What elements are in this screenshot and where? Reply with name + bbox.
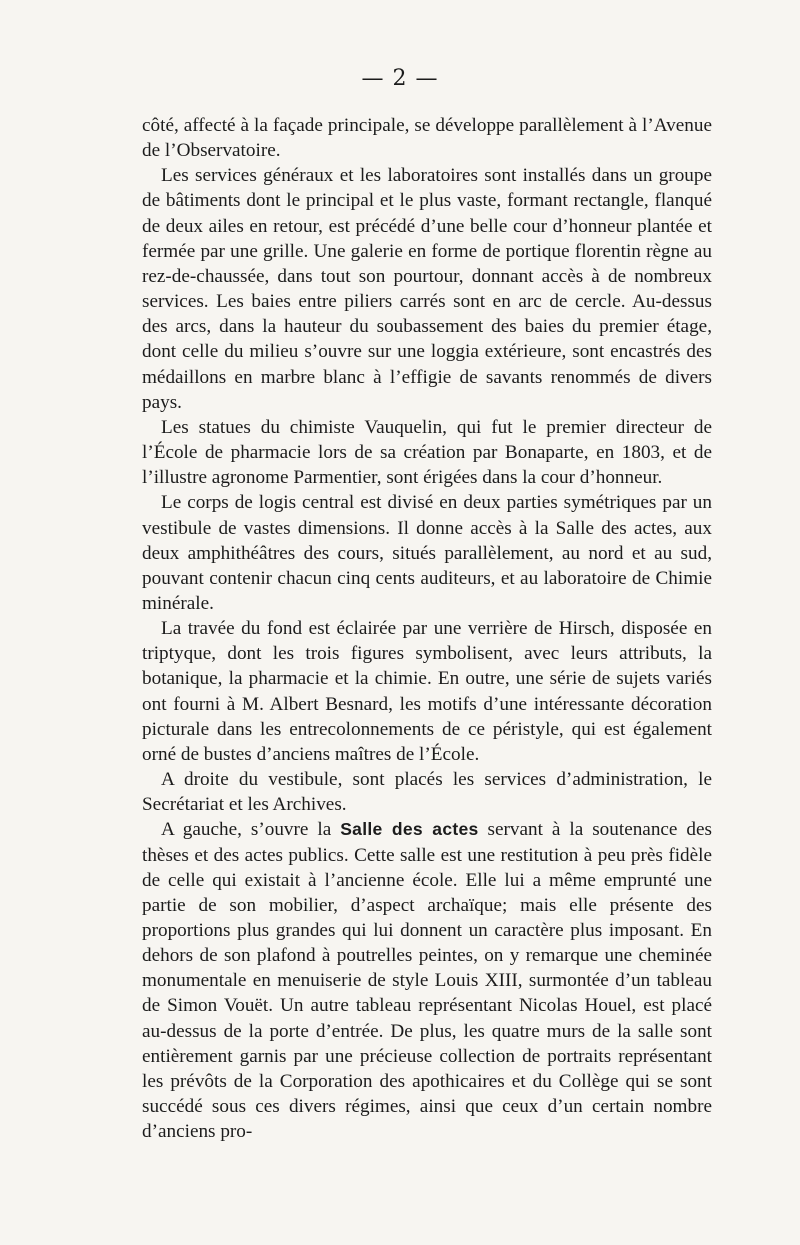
paragraph: La travée du fond est éclairée par une verrière de Hirsch, disposée en triptyque, dont les trois figures symbolisent, avec leurs attributs, la botanique, la pharmacie et la chimie. En outre, une série de sujets variés ont fourni à M. Albert Besnard, les motifs d’une intéressante décoration picturale dans les entrecolonnements de ce péristyle, qui est également orné de bustes d’anciens maîtres de l’École. — [142, 618, 712, 765]
section-name-salle-des-actes: Salle des actes — [340, 819, 479, 840]
paragraph: Les statues du chimiste Vauquelin, qui fut le premier directeur de l’École de pharmacie lors de sa création par Bonaparte, en 1803, et de l’illustre agronome Parmentier, sont érigées dans la cour d’honneur. — [142, 416, 712, 489]
body-text — [142, 113, 712, 1144]
paragraph: Les services généraux et les laboratoires sont installés dans un groupe de bâtiments dont le principal et le plus vaste, formant rectangle, flanqué de deux ailes en retour, est précédé d’une belle cour d’honneur plantée et fermée par une grille. Une galerie en forme de portique florentin règne au rez-de-chaussée, dans tout son pourtour, donnant accès à de nombreux services. Les baies entre piliers carrés sont en arc de cercle. Au-dessus des arcs, dans la hauteur du soubassement des baies du premier étage, dont celle du milieu s’ouvre sur une loggia extérieure, sont encastrés des médaillons en marbre blanc à l’effigie de savants renommés de divers pays. — [142, 165, 712, 413]
page-number: — 2 — — [361, 66, 439, 91]
paragraph: côté, affecté à la façade principale, se développe parallèlement à l’Avenue de l’Observatoire. — [142, 115, 712, 162]
paragraph-text-before: A gauche, s’ouvre la — [161, 819, 341, 841]
paragraph: Le corps de logis central est divisé en deux parties symétriques par un vestibule de vastes dimensions. Il donne accès à la Salle des actes, aux deux amphithéâtres des cours, situés parallèlement, au nord et au sud, pouvant contenir chacun cinq cents auditeurs, et au laboratoire de Chimie minérale. — [142, 492, 712, 614]
paragraph: A droite du vestibule, sont placés les services d’administration, le Secrétariat et les Archives. — [142, 769, 712, 816]
paragraph-salle-des-actes — [142, 817, 712, 1144]
paragraph-text-after: servant à la soutenance des thèses et des actes publics. Cette salle est une restitution à peu près fidèle de celle qui existait à l’ancienne école. Elle lui a même emprunté une partie de son mobilier, d’aspect archaïque; mais elle présente des proportions plus grandes qui lui donnent un caractère plus imposant. En dehors de son plafond à poutrelles peintes, on y remarque une cheminée monumentale en menuiserie de style Louis XIII, surmontée d’un tableau de Simon Vouët. Un autre tableau représentant Nicolas Houel, est placé au-dessus de la porte d’entrée. De plus, les quatre murs de la salle sont entièrement garnis par une précieuse collection de portraits représentant les prévôts de la Corporation des apothicaires et du Collège qui se sont succédé sous ces divers régimes, ainsi que ceux d’un certain nombre d’anciens pro- — [142, 819, 712, 1143]
